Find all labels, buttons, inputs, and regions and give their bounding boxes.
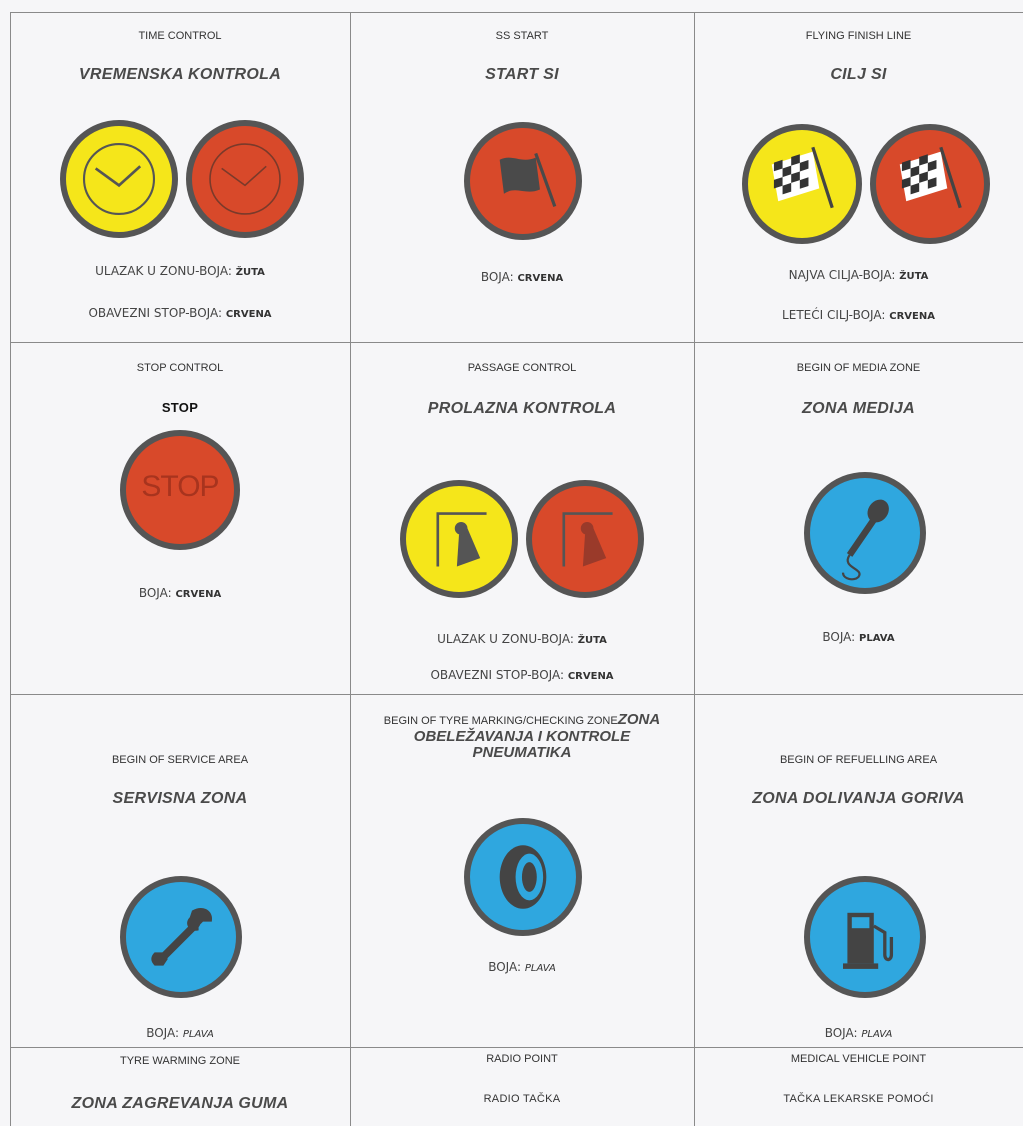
clock-icon (186, 120, 304, 238)
entry-color-caption: ULAZAK U ZONU-BOJA: ŽUTA (437, 632, 607, 646)
color-caption: BOJA: PLAVA (146, 1026, 214, 1040)
cell-ss-start (350, 12, 694, 342)
english-title: RADIO POINT (486, 1053, 558, 1065)
serbian-title: CILJ SI (830, 66, 887, 83)
english-title: FLYING FINISH LINE (805, 30, 912, 42)
finish-color-caption: NAJVA CILJA-BOJA: ŽUTA (788, 268, 929, 282)
microphone-icon (804, 472, 926, 594)
cell-refuelling-area (694, 694, 1023, 1047)
flying-finish-color-caption: LETEĆI CILJ-BOJA: CRVENA (782, 308, 935, 322)
tyre-marking-title (350, 712, 694, 761)
serbian-title: RADIO TAČKA (483, 1093, 561, 1105)
serbian-title: ZONA ZAGREVANJA GUMA (71, 1095, 289, 1112)
checkered-flag-icon (742, 124, 862, 244)
serbian-title-line3: PNEUMATIKA (472, 744, 572, 761)
english-title: BEGIN OF MEDIA ZONE (796, 362, 921, 374)
english-title: SS START (495, 30, 549, 42)
english-title: BEGIN OF REFUELLING AREA (779, 754, 938, 766)
cell-tyre-warming (10, 1047, 350, 1126)
serbian-title: SERVISNA ZONA (112, 790, 248, 807)
stop-color-caption: OBAVEZNI STOP-BOJA: CRVENA (88, 306, 272, 320)
english-title: BEGIN OF TYRE MARKING/CHECKING ZONE (383, 715, 618, 727)
stop-color-caption: OBAVEZNI STOP-BOJA: CRVENA (430, 668, 614, 682)
stop-sign-text: STOP (141, 470, 219, 503)
cell-medical-point (694, 1047, 1023, 1126)
color-caption: BOJA: PLAVA (822, 630, 895, 644)
serbian-title: START SI (485, 66, 559, 83)
english-title: STOP CONTROL (136, 362, 224, 374)
cell-flying-finish (694, 12, 1023, 342)
serbian-title: VREMENSKA KONTROLA (78, 66, 282, 83)
cell-passage-control (350, 342, 694, 694)
color-caption: BOJA: PLAVA (488, 960, 556, 974)
checkered-flag-icon (870, 124, 990, 244)
cell-service-area (10, 694, 350, 1047)
fuel-pump-icon (804, 876, 926, 998)
color-caption: BOJA: CRVENA (138, 586, 222, 600)
flag-icon (464, 122, 582, 240)
cell-stop-control (10, 342, 350, 694)
english-title: TYRE WARMING ZONE (120, 1055, 240, 1067)
serbian-title-line2: OBELEŽAVANJA I KONTROLE (413, 728, 631, 745)
stamp-icon (526, 480, 644, 598)
cell-radio-point (350, 1047, 694, 1126)
serbian-title: ZONA DOLIVANJA GORIVA (752, 790, 965, 807)
serbian-title: ZONA MEDIJA (802, 400, 915, 417)
tyre-icon (464, 818, 582, 936)
clock-icon (60, 120, 178, 238)
serbian-title: STOP (161, 400, 199, 415)
stamp-icon (400, 480, 518, 598)
cell-tyre-marking (350, 694, 694, 1047)
cell-media-zone (694, 342, 1023, 694)
english-title: TIME CONTROL (138, 30, 222, 42)
english-title: PASSAGE CONTROL (467, 362, 577, 374)
color-caption: BOJA: PLAVA (824, 1026, 893, 1040)
stop-sign-icon (120, 430, 240, 550)
serbian-title: PROLAZNA KONTROLA (427, 400, 617, 417)
color-caption: BOJA: CRVENA (480, 270, 564, 284)
serbian-title-line1: ZONA (617, 711, 661, 728)
entry-color-caption: ULAZAK U ZONU-BOJA: ŽUTA (95, 264, 265, 278)
wrench-icon (120, 876, 242, 998)
english-title: MEDICAL VEHICLE POINT (790, 1053, 927, 1065)
serbian-title: TAČKA LEKARSKE POMOĆI (783, 1093, 934, 1105)
cell-time-control (10, 12, 350, 342)
english-title: BEGIN OF SERVICE AREA (111, 754, 249, 766)
control-signs-table (10, 12, 1023, 1126)
